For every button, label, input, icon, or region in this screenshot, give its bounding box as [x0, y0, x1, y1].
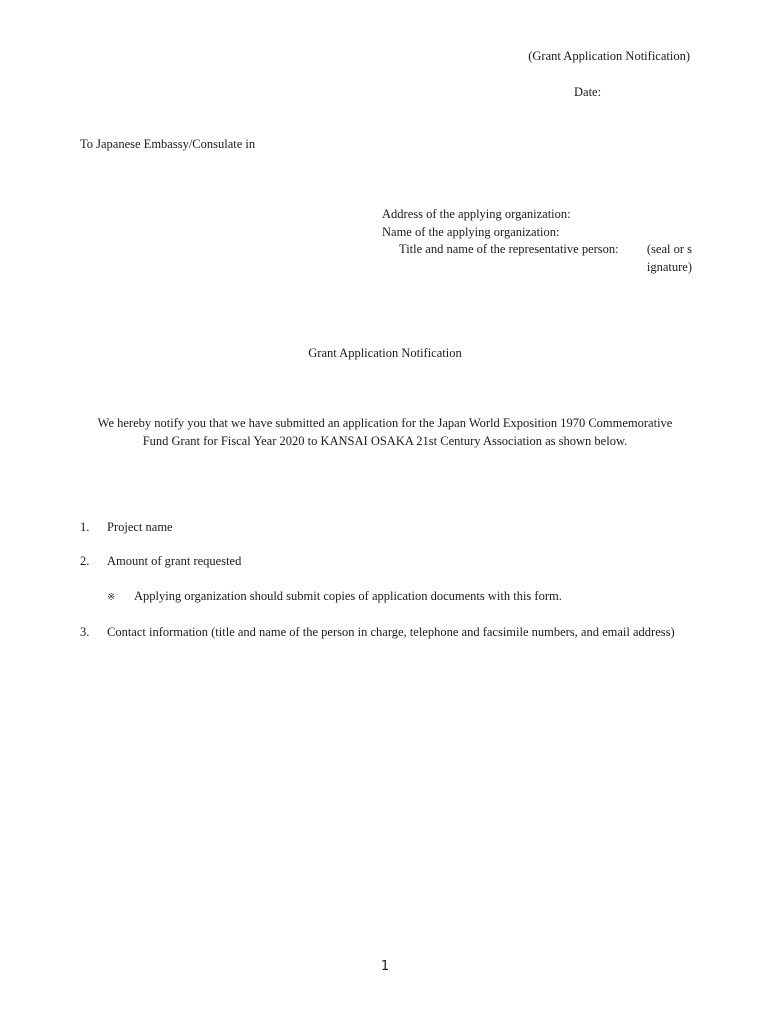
list-item-grant-amount	[80, 553, 690, 571]
note-text: Applying organization should submit copies of application documents with this form.	[134, 589, 562, 603]
date-label: Date:	[574, 85, 602, 99]
document-type-label: (Grant Application Notification)	[528, 49, 690, 63]
seal-or-signature-label: (seal or signature)	[646, 242, 692, 274]
list-item-number: 3.	[80, 625, 90, 639]
list-item-text: Project name	[107, 520, 173, 534]
list-item-text: Contact information (title and name of the person in charge, telephone and facsimile numbers, and email address)	[107, 625, 675, 639]
recipient-line: To Japanese Embassy/Consulate in	[80, 137, 256, 151]
list-item-contact-info	[80, 624, 690, 642]
organization-name-label: Name of the applying organization:	[382, 224, 560, 239]
list-item-number: 1.	[80, 520, 90, 534]
list-item-number: 2.	[80, 554, 90, 568]
list-item-project-name	[80, 519, 690, 537]
reference-mark-icon: ※	[107, 592, 116, 603]
submission-note	[107, 589, 562, 604]
representative-label: Title and name of the representative person:	[399, 242, 619, 256]
list-item-text: Amount of grant requested	[107, 554, 242, 568]
document-title: Grant Application Notification	[308, 346, 462, 360]
address-label: Address of the applying organization:	[382, 207, 571, 221]
notice-paragraph: We hereby notify you that we have submitted an application for the Japan World Exposition 1970 Commemorative Fund Grant for Fiscal Year 2020 to KANSAI OSAKA 21st Century Association as shown below.	[97, 416, 673, 448]
page-number: 1	[380, 959, 390, 974]
